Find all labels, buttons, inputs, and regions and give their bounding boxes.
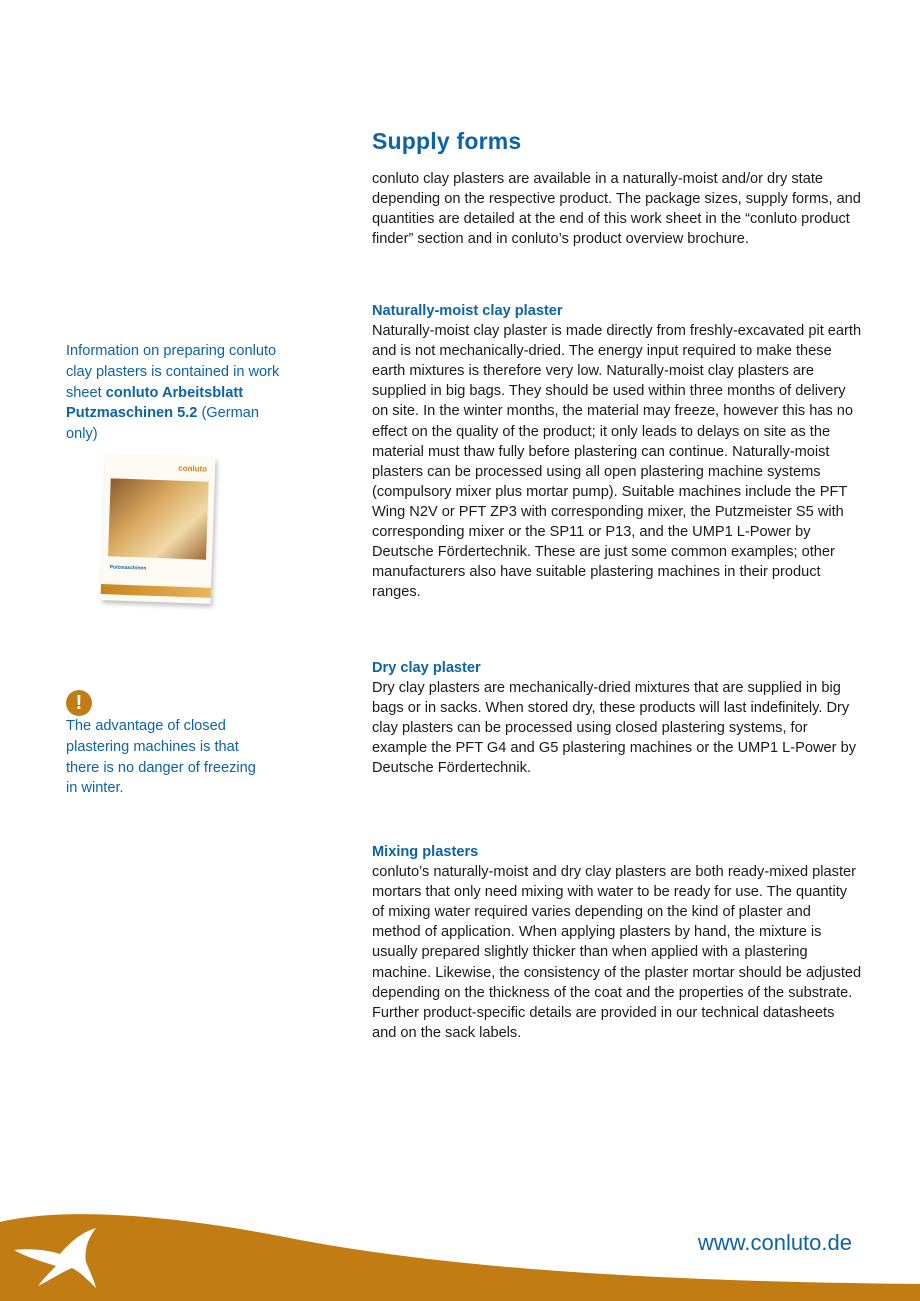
brochure-title: Putzmaschinen bbox=[109, 564, 147, 572]
supply-section bbox=[372, 128, 862, 249]
moist-title: Naturally-moist clay plaster bbox=[372, 303, 563, 319]
exclamation-icon: ! bbox=[66, 690, 92, 716]
brochure-band bbox=[101, 584, 211, 598]
mixing-title: Mixing plasters bbox=[372, 844, 479, 860]
dry-title: Dry clay plaster bbox=[372, 660, 481, 676]
brochure-logo: conluto bbox=[178, 463, 208, 474]
brochure-photo bbox=[108, 478, 209, 559]
sidenote-worksheet-text: Information on preparing conluto clay plasters is contained in work sheet bbox=[66, 343, 280, 401]
mixing-section bbox=[372, 842, 862, 1043]
supply-intro: conluto clay plasters are available in a naturally-moist and/or dry state depending on the respective product. The package sizes, supply forms, and quantities are detailed at the end of this work sheet in the “conluto product finder” section and in conluto’s product overview brochure. bbox=[372, 171, 861, 248]
mixing-body: conluto’s naturally-moist and dry clay plasters are both ready-mixed plaster mortars that only need mixing with water to be ready for use. The quantity of mixing water required varies depending on the kind of plaster and method of application. When applying plasters by hand, the mixture is usually prepared slightly thicker than when applied with a plastering machine. Likewise, the consistency of the plaster mortar should be adjusted depending on the thickness of the coat and the properties of the substrate. Further product-specific details are provided in our technical datasheets and on the sack labels. bbox=[372, 864, 862, 1041]
moist-body: Naturally-moist clay plaster is made directly from freshly-excavated pit earth and is not mechanically-dried. The energy input required to make these earth mixtures is therefore very low. Naturally-moist clay plasters are supplied in big bags. They should be used within three months of delivery on site. In the winter months, the material may freeze, however this has no effect on the quality of the product; it only leads to delays on site as the material must thaw fully before plastering can continue. Naturally-moist plasters can be processed using all open plastering machine systems (compulsory mixer plus mortar pump). Suitable machines include the PFT Wing N2V or PFT ZP3 with corresponding mixer, the Putzmeister S5 with corresponding mixer or the SP11 or P13, and the UMP1 L-Power by Deutsche Fördertechnik. These are just some common examples; other manufacturers also have suitable plastering machines in their product ranges. bbox=[372, 323, 862, 601]
brochure-thumbnail bbox=[100, 454, 215, 604]
moist-section bbox=[372, 301, 862, 602]
dry-section bbox=[372, 658, 862, 779]
sidenote-advantage: The advantage of closed plastering machines is that there is no danger of freezing in winter. bbox=[66, 718, 256, 797]
worksheet-reference: conluto Arbeitsblatt Putzmaschinen 5.2 bbox=[66, 384, 244, 422]
sidenote-worksheet bbox=[66, 341, 291, 445]
dry-body: Dry clay plasters are mechanically-dried mixtures that are supplied in big bags or in sacks. When stored dry, these products will last indefinitely. Dry clay plasters can be processed using closed plastering systems, for example the PFT G4 and G5 plastering machines or the UMP1 L-Power by Deutsche Fördertechnik. bbox=[372, 680, 856, 777]
website-link[interactable]: www.conluto.de bbox=[697, 1230, 852, 1255]
page-title: Supply forms bbox=[372, 128, 522, 154]
footer-wave bbox=[0, 1214, 920, 1301]
sidenote-worksheet-suffix: (German only) bbox=[66, 405, 260, 443]
